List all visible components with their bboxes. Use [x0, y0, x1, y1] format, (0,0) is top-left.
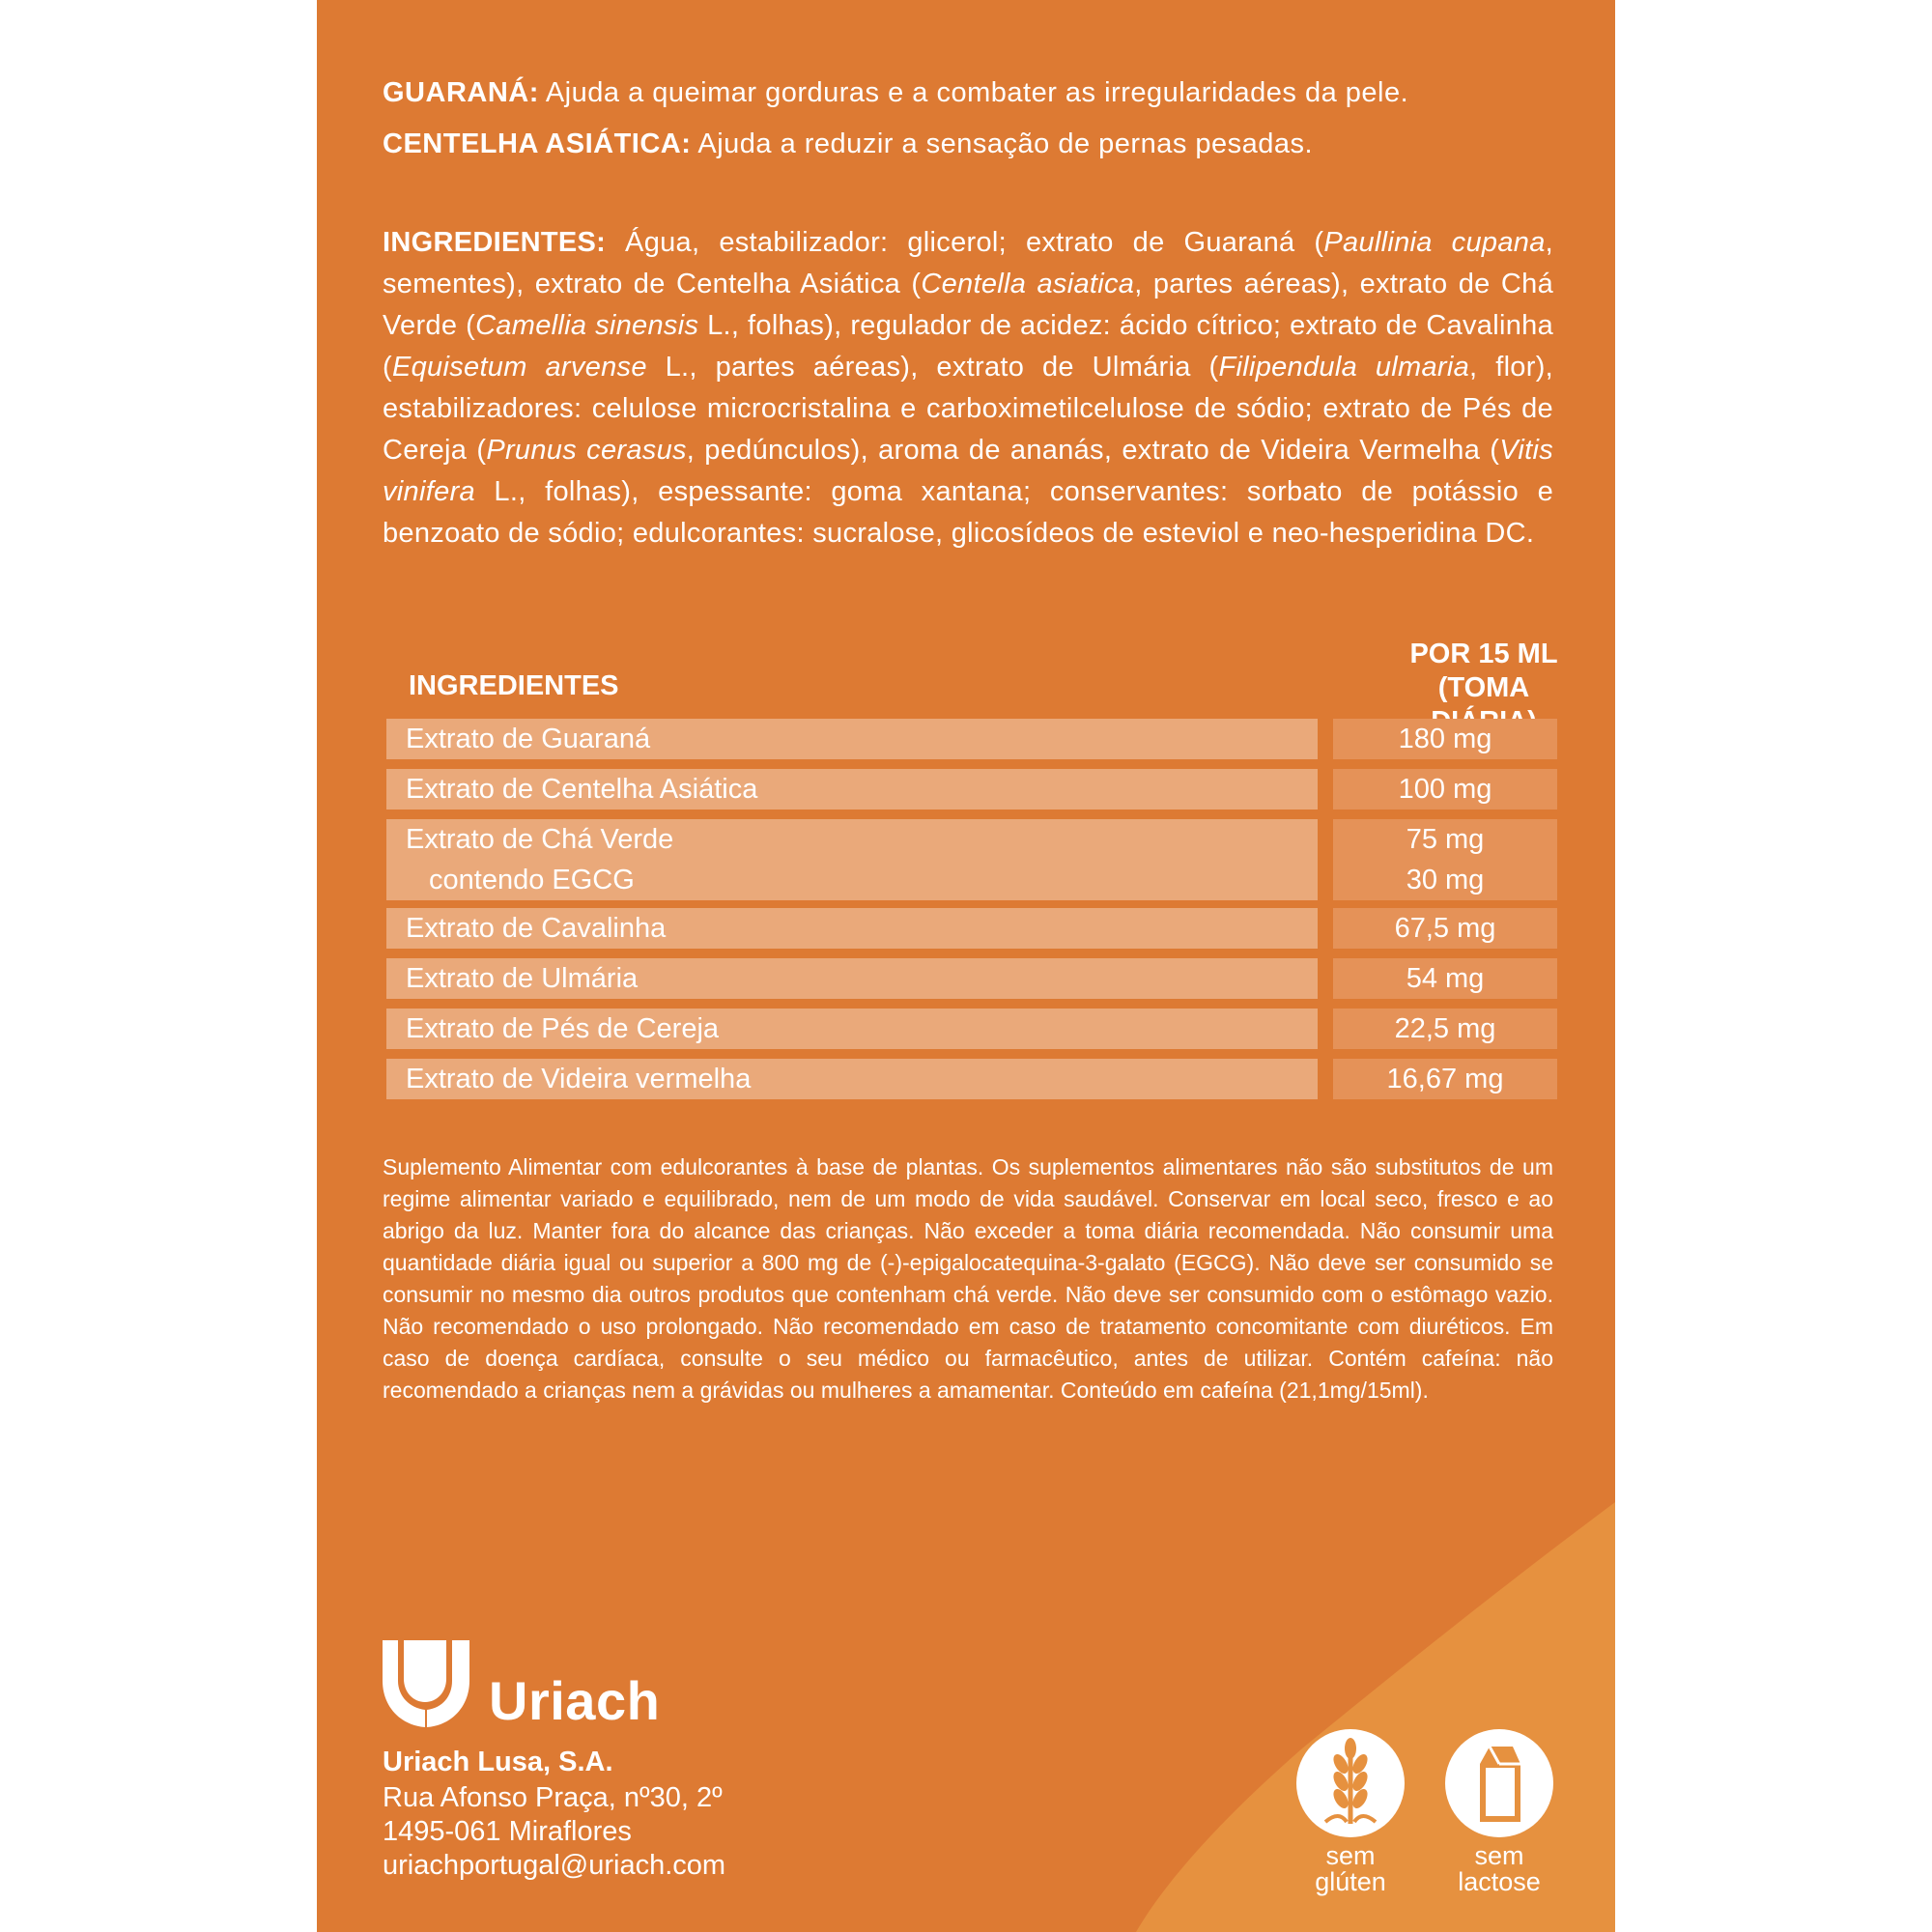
- company-name: Uriach Lusa, S.A.: [383, 1747, 613, 1777]
- ingredient-subamount: 30 mg: [1406, 865, 1485, 895]
- company-address-line-2: 1495-061 Miraflores: [383, 1816, 632, 1847]
- product-label-panel: [317, 0, 1615, 1932]
- gluten-free-label: sem glúten: [1315, 1841, 1386, 1896]
- ingredient-amount: 22,5 mg: [1333, 1009, 1557, 1049]
- claim-guarana: GUARANÁ: Ajuda a queimar gorduras e a combater as irregularidades da pele.: [383, 77, 1409, 108]
- claim-centelha: CENTELHA ASIÁTICA: Ajuda a reduzir a sensação de pernas pesadas.: [383, 128, 1314, 159]
- ingredient-subname: contendo EGCG: [429, 865, 635, 895]
- lactose-free-label: sem lactose: [1458, 1841, 1541, 1896]
- ingredient-name: Extrato de Videira vermelha: [386, 1059, 1318, 1099]
- uriach-logo-icon: [383, 1640, 469, 1727]
- brand-name: Uriach: [489, 1670, 661, 1731]
- table-header-dose: POR 15 ML (TOMA: [1409, 639, 1558, 703]
- warning-text: Suplemento Alimentar com edulcorantes à base de plantas. Os suplementos alimentares não são substitutos de um regime alimentar variado e equilibrado, nem de um modo de vida saudável. Conservar em local seco, fresco e ao abrigo da luz. Manter fora do alcance das crianças. Não exceder a toma diária recomendada. Não consumir uma quantidade diária igual ou superior a 800 mg de (-)-epigalocatequina-3-galato (EGCG). Não deve ser consumido se consumir no mesmo dia outros produtos que contenham chá verde. Não deve ser consumido com o estômago vazio. Não recomendado o uso prolongado. Não recomendado em caso de tratamento concomitante com diuréticos. Em caso de doença cardíaca, consulte o seu médico ou farmacêutico, antes de utilizar. Contém cafeína: não recomendado a crianças nem a grávidas ou mulheres a amamentar. Conteúdo em cafeína (21,1mg/15ml).: [383, 1154, 1553, 1403]
- ingredient-amount: 67,5 mg: [1333, 908, 1557, 949]
- company-address-line-1: Rua Afonso Praça, nº30, 2º: [383, 1782, 723, 1813]
- gluten-free-badge: [1296, 1729, 1405, 1837]
- table-header-ingredients: INGREDIENTES: [409, 670, 619, 701]
- company-email: uriachportugal@uriach.com: [383, 1850, 726, 1881]
- ingredient-name: Extrato de Cavalinha: [386, 908, 1318, 949]
- ingredient-name: Extrato de Centelha Asiática: [386, 769, 1318, 810]
- ingredient-amount: 75 mg 30 mg: [1333, 819, 1557, 900]
- ingredients-paragraph: INGREDIENTES: Água, estabilizador: glicerol; extrato de Guaraná (Paullinia cupana, sementes), extrato de Centelha Asiática (Centella asiatica, partes aéreas), extrato de Chá Verde (Camellia sinensis L., folhas), regulador de acidez: ácido cítrico; extrato de Cavalinha (Equisetum arvense L., partes aéreas), extrato de Ulmária (Filipendula ulmaria, flor), estabilizadores: celulose microcristalina e carboximetilcelulose de sódio; extrato de Pés de Cereja (Prunus cerasus, pedúnculos), aroma de ananás, extrato de Videira Vermelha (Vitis vinifera L., folhas), espessante: goma xantana; conservantes: sorbato de potássio e benzoato de sódio; edulcorantes: sucralose, glicosídeos de esteviol e neo-hesperidina DC.: [383, 227, 1554, 549]
- milk-carton-icon: [1445, 1729, 1553, 1837]
- ingredient-amount: 54 mg: [1333, 958, 1557, 999]
- lactose-free-badge: [1445, 1729, 1553, 1837]
- ingredient-amount: 16,67 mg: [1333, 1059, 1557, 1099]
- ingredient-name: Extrato de Guaraná: [386, 719, 1318, 759]
- wheat-icon: [1296, 1729, 1405, 1837]
- ingredient-name: Extrato de Chá Verde contendo EGCG: [386, 819, 1318, 900]
- ingredient-name: Extrato de Ulmária: [386, 958, 1318, 999]
- ingredient-amount: 100 mg: [1333, 769, 1557, 810]
- ingredient-amount: 180 mg: [1333, 719, 1557, 759]
- ingredient-name: Extrato de Pés de Cereja: [386, 1009, 1318, 1049]
